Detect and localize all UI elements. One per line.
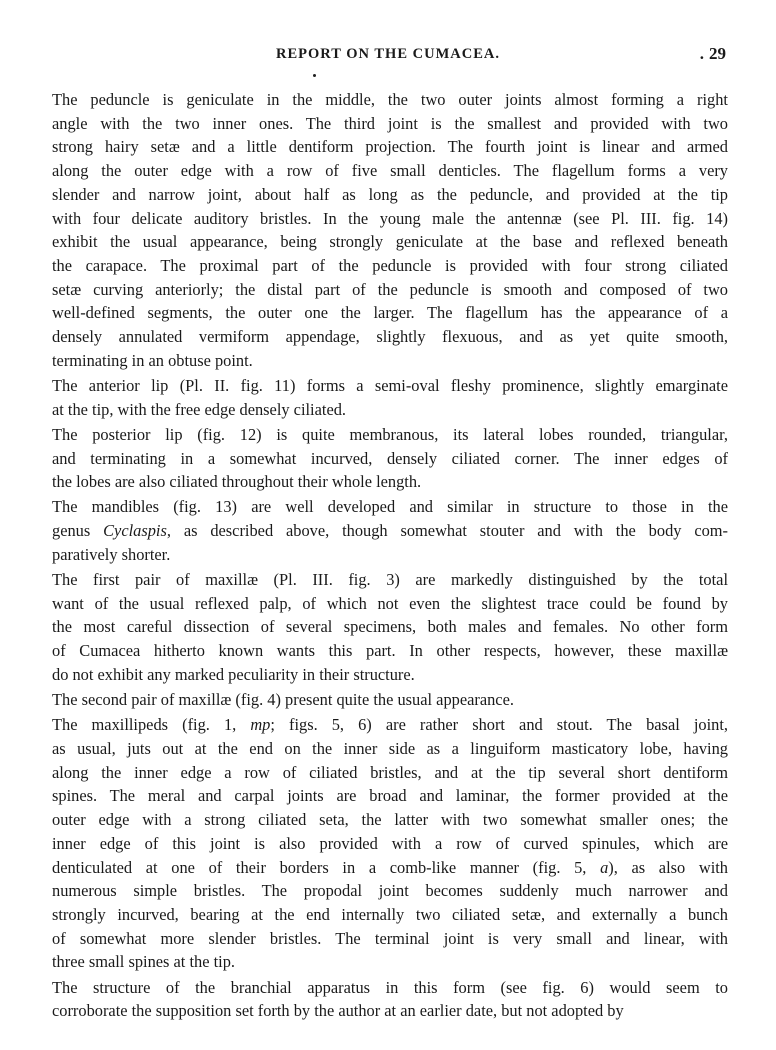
text-line: paratively shorter. [52, 544, 171, 564]
paragraph [52, 374, 728, 421]
text-line: The second pair of maxillæ (fig. 4) present quite the usual appearance. [52, 690, 514, 710]
text-line: denticulated at one of their borders in a comb-like manner (fig. 5, a), as also with [52, 857, 729, 877]
text-line: The anterior lip (Pl. II. fig. 11) forms a semi-oval fleshy prominence, slightly emarginate [52, 375, 728, 395]
text-line: angle with the two inner ones. The third joint is the smallest and provided with two [52, 113, 728, 133]
text-line: at the tip, with the free edge densely ciliated. [52, 399, 347, 419]
text-line: as usual, juts out at the end on the inner side as a linguiform masticatory lobe, having [52, 738, 728, 758]
text-line: the carapace. The proximal part of the peduncle is provided with four strong ciliated [52, 255, 728, 275]
text-line: slender and narrow joint, about half as long as the peduncle, and provided at the tip [52, 184, 728, 204]
text-line: The posterior lip (fig. 12) is quite membranous, its lateral lobes rounded, triangular, [52, 424, 728, 444]
text-line: of Cumacea hitherto known wants this part. In other respects, however, these maxillæ [52, 641, 728, 661]
text-line: along the outer edge with a row of five small denticles. The flagellum forms a very [52, 161, 728, 181]
paragraph [52, 568, 728, 687]
text-line: do not exhibit any marked peculiarity in their structure. [52, 664, 415, 684]
body-text [52, 88, 728, 1024]
text-line: The structure of the branchial apparatus in this form (see fig. 6) would seem to [52, 977, 728, 997]
text-line: the most careful dissection of several specimens, both males and females. No other form [52, 617, 728, 637]
paragraph [52, 495, 728, 566]
text-line: The maxillipeds (fig. 1, mp; figs. 5, 6) are rather short and stout. The basal joint, [52, 715, 728, 735]
running-header [50, 46, 726, 70]
text-line: well-defined segments, the outer one the larger. The flagellum has the appearance of a [52, 303, 728, 323]
paragraph [52, 688, 728, 712]
paragraph [52, 713, 728, 974]
text-line: three small spines at the tip. [52, 952, 235, 972]
text-line: outer edge with a strong ciliated seta, the latter with two somewhat smaller ones; the [52, 810, 728, 830]
paragraph [52, 976, 728, 1023]
text-line: with four delicate auditory bristles. In the young male the antennæ (see Pl. III. fig. 14) [52, 208, 728, 228]
text-line: densely annulated vermiform appendage, slightly flexuous, and as yet quite smooth, [52, 327, 728, 347]
text-line: exhibit the usual appearance, being strongly geniculate at the base and reflexed beneath [52, 232, 728, 252]
text-line: want of the usual reflexed palp, of which not even the slightest trace could be found by [52, 593, 728, 613]
text-line: The first pair of maxillæ (Pl. III. fig. 3) are markedly distinguished by the total [52, 570, 728, 590]
text-line: of somewhat more slender bristles. The terminal joint is very small and linear, with [52, 928, 728, 948]
page-number: 29 [709, 44, 726, 63]
text-line: and terminating in a somewhat incurved, densely ciliated corner. The inner edges of [52, 448, 728, 468]
text-line: inner edge of this joint is also provided with a row of curved spinules, which are [52, 833, 728, 853]
text-line: corroborate the supposition set forth by the author at an earlier date, but not adopted by [52, 1001, 624, 1021]
text-line: along the inner edge a row of ciliated bristles, and at the tip several short dentiform [52, 762, 728, 782]
text-line: strongly incurved, bearing at the end internally two ciliated setæ, and externally a bunch [52, 904, 728, 924]
paragraph [52, 88, 728, 372]
text-line: The mandibles (fig. 13) are well developed and similar in structure to those in the [52, 497, 728, 517]
text-line: numerous simple bristles. The propodal joint becomes suddenly much narrower and [52, 881, 728, 901]
text-line: genus Cyclaspis, as described above, though somewhat stouter and with the body com- [52, 521, 729, 541]
text-line: the lobes are also ciliated throughout their whole length. [52, 472, 422, 492]
header-title: REPORT ON THE CUMACEA. [276, 46, 500, 62]
header-dot: . [699, 44, 704, 63]
text-line: The peduncle is geniculate in the middle, the two outer joints almost forming a right [52, 90, 728, 109]
text-line: strong hairy setæ and a little dentiform projection. The fourth joint is linear and armed [52, 137, 728, 157]
text-line: setæ curving anteriorly; the distal part of the peduncle is smooth and composed of two [52, 279, 728, 299]
print-speck [313, 74, 316, 77]
text-line: spines. The meral and carpal joints are broad and laminar, the former provided at the [52, 786, 728, 806]
text-line: terminating in an obtuse point. [52, 350, 253, 370]
paragraph [52, 423, 728, 494]
